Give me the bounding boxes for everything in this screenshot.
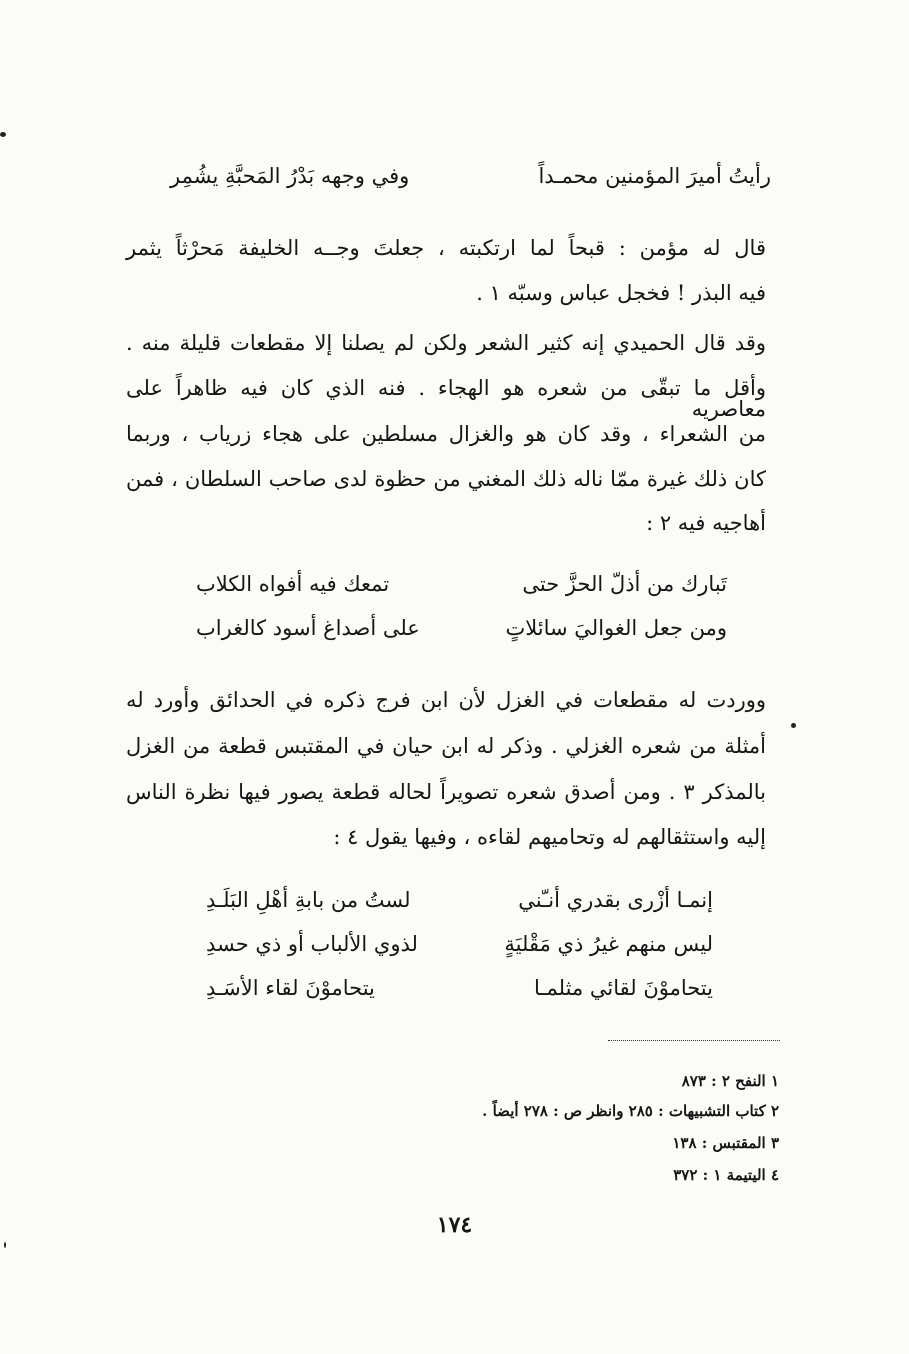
prose-line: أهاجيه فيه ٢ : [646,511,766,535]
prose-line: كان ذلك غيرة ممّا ناله ذلك المغني من حظوة لدى صاحب السلطان ، فمن [126,467,766,491]
verse-second-hemistich: لستُ من بابةِ أهْلِ البَلَـدِ [206,888,411,912]
footnote: ٢ كتاب التشبيهات : ٢٨٥ وانظر ص : ٢٧٨ أيضاً . [482,1102,779,1120]
verse-first-hemistich: إنمـا أزْرى بقدري أنـّني [518,888,713,912]
top-verse-first-hemistich: رأيتُ أميرَ المؤمنين محمـداً [538,164,771,188]
footnote: ١ النفح ٢ : ٨٧٣ [681,1072,779,1090]
prose-line: فيه البذر ! فخجل عباس وسبّه ١ . [476,281,766,305]
verse-first-hemistich: ليس منهم غيرُ ذي مَقْليَةٍ [504,932,713,956]
verse-first-hemistich: ومن جعل الغواليَ سائلاتٍ [505,616,727,640]
prose-line: إليه واستثقالهم له وتحاميهم لقاءه ، وفيها يقول ٤ : [333,825,766,849]
prose-line: وأقل ما تبقّى من شعره هو الهجاء . فنه الذي كان فيه ظاهراً على معاصريه [126,376,766,421]
top-verse-second-hemistich: وفي وجهه بَدْرُ المَحبَّةِ يشُمِر [170,164,410,188]
verse-first-hemistich: تَبارك من أذلّ الحزَّ حتى [522,572,727,596]
prose-line: من الشعراء ، وقد كان هو والغزال مسلطين على هجاء زرياب ، وربما [126,422,766,446]
prose-line: قال له مؤمن : قبحاً لما ارتكبته ، جعلتَ وجــه الخليفة مَحرْثاً يثمر [126,236,766,260]
verse-second-hemistich: على أصداغ أسود كالغراب [196,616,420,640]
footnote: ٣ المقتبس : ١٣٨ [672,1134,779,1152]
scan-speck [4,1242,6,1248]
prose-line: بالمذكر ٣ . ومن أصدق شعره تصويراً لحاله قطعة يصور فيها نظرة الناس [126,780,766,804]
scan-speck [791,723,796,728]
verse-second-hemistich: تمعك فيه أفواه الكلاب [196,572,390,596]
page-number: ١٧٤ [436,1212,473,1238]
verse-first-hemistich: يتحاموْنَ لقائي مثلمـا [533,976,713,1000]
prose-line: أمثلة من شعره الغزلي . وذكر له ابن حيان في المقتبس قطعة من الغزل [126,734,766,758]
footnote: ٤ اليتيمة ١ : ٣٧٢ [673,1166,779,1184]
verse-second-hemistich: لذوي الألباب أو ذي حسدِ [206,932,418,956]
scan-speck [0,132,6,137]
prose-line: ووردت له مقطعات في الغزل لأن ابن فرج ذكره في الحدائق وأورد له [126,688,766,712]
footnote-divider [608,1040,780,1041]
verse-second-hemistich: يتحاموْنَ لقاء الأسَـدِ [206,976,375,1000]
prose-line: وقد قال الحميدي إنه كثير الشعر ولكن لم يصلنا إلا مقطعات قليلة منه . [126,331,766,355]
